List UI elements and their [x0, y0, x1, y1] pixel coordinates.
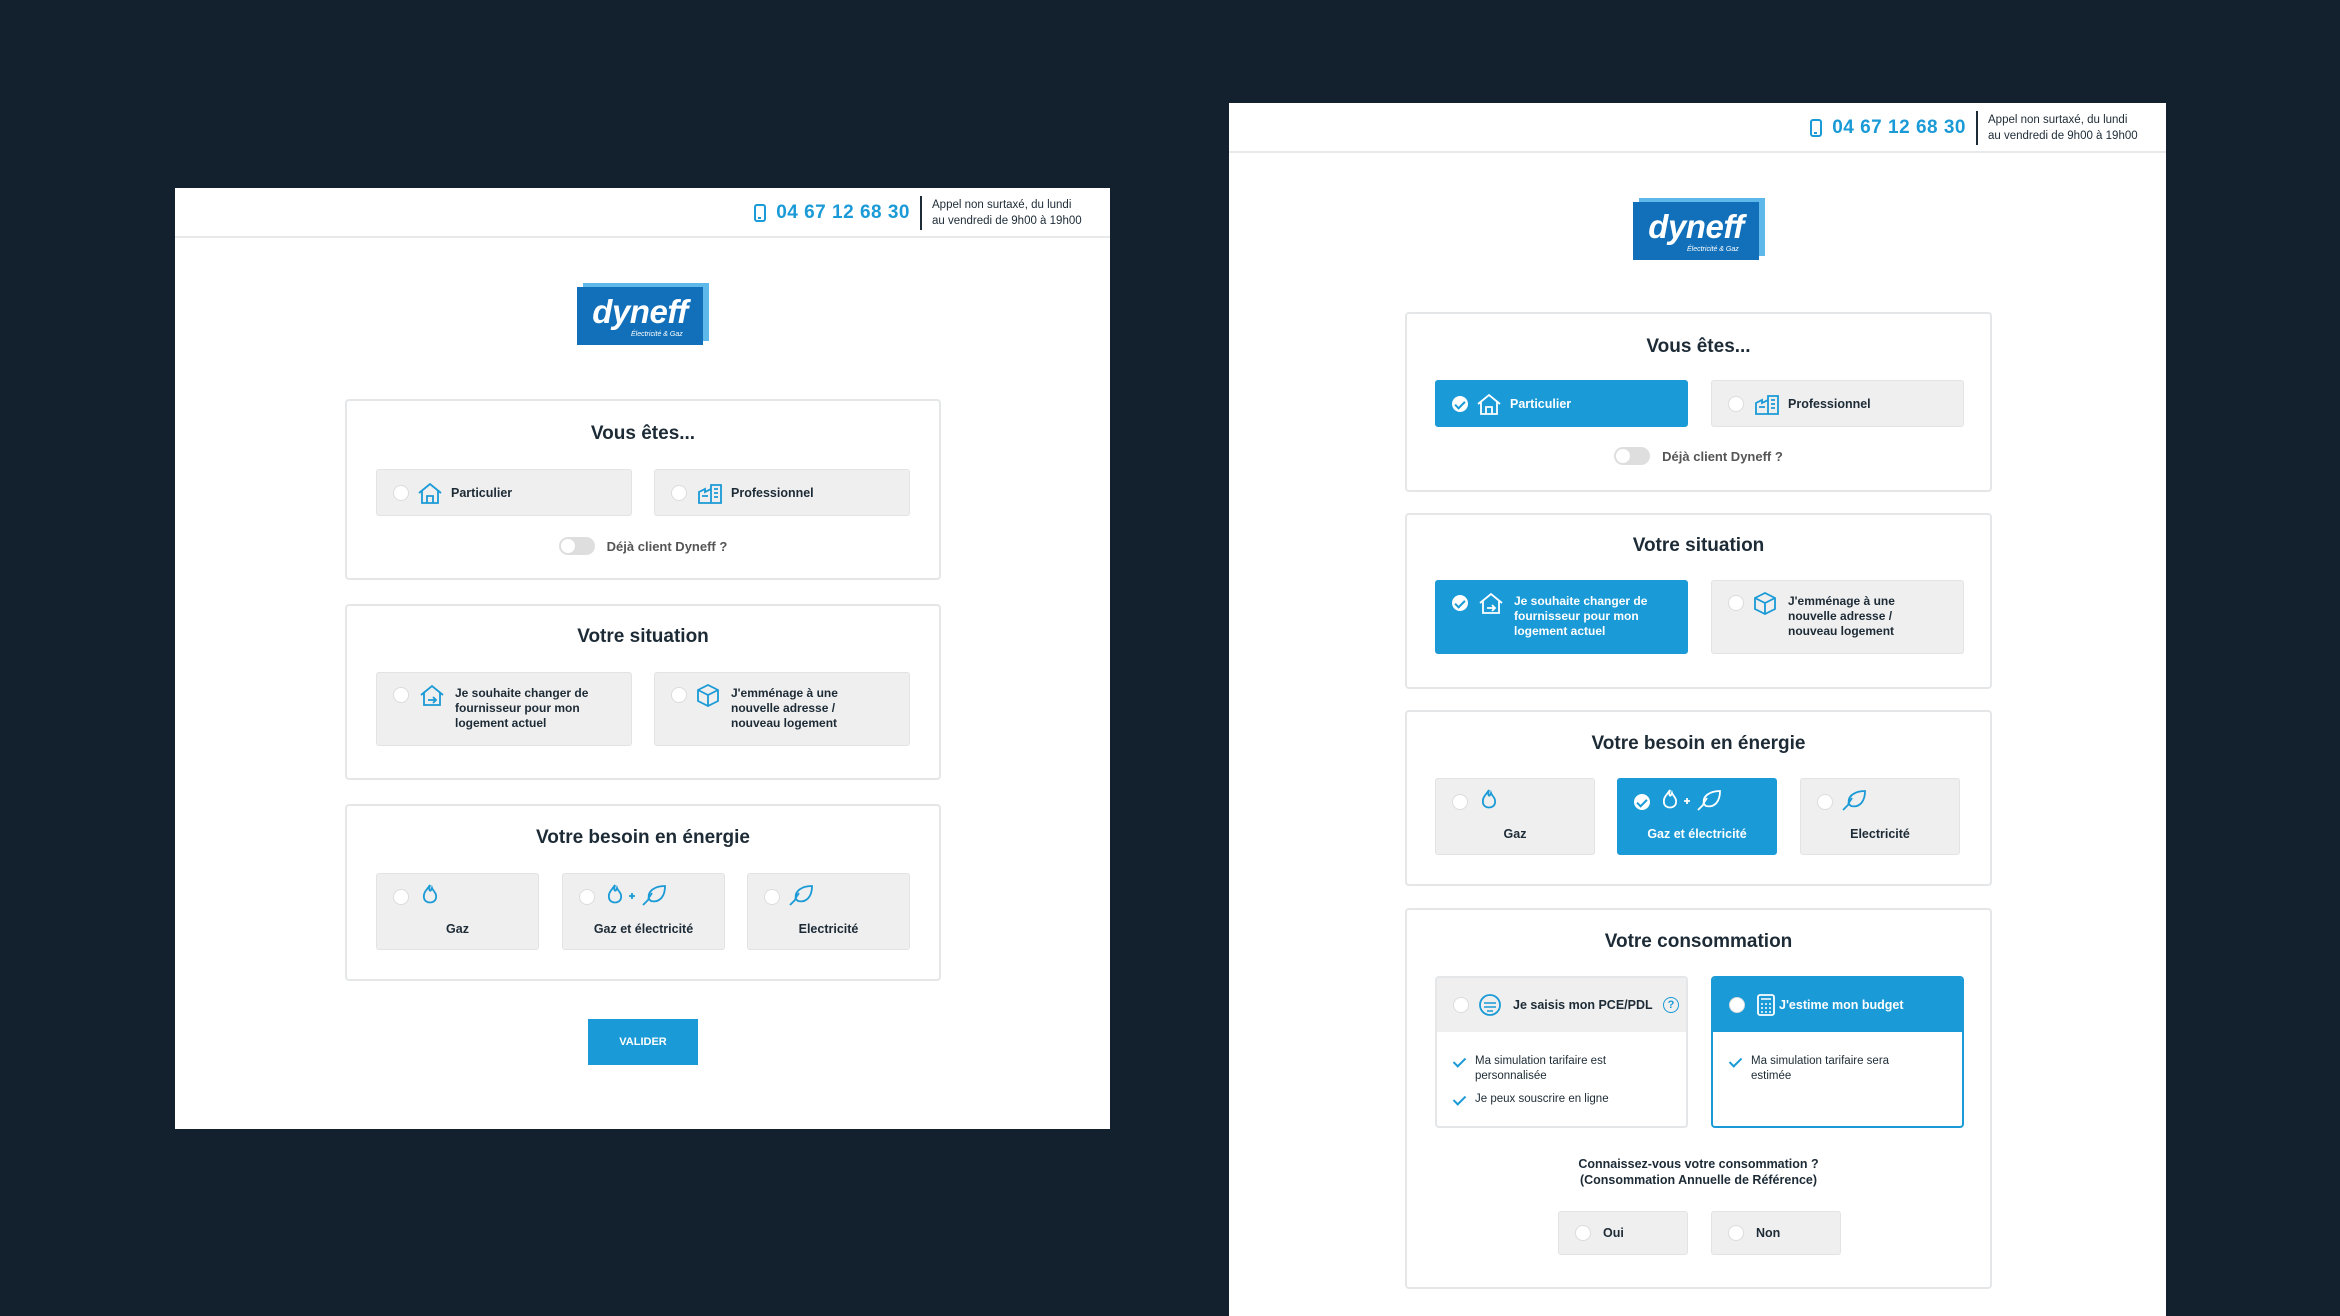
option-label: Professionnel	[1788, 397, 1871, 411]
option-label-line: Je souhaite changer de	[1514, 594, 1648, 608]
flame-icon	[417, 883, 443, 907]
card-title: Vous êtes...	[590, 423, 696, 444]
option-electricite[interactable]	[747, 873, 910, 950]
answer-oui[interactable]	[1558, 1211, 1688, 1255]
radio-button[interactable]	[1453, 997, 1469, 1013]
consumption-question	[1407, 1156, 1990, 1188]
question-line: (Consommation Annuelle de Référence)	[1579, 1173, 1818, 1187]
option-changer-fournisseur[interactable]	[1435, 580, 1688, 654]
form-screen-initial	[175, 188, 1110, 1129]
call-hours-line-2: au vendredi de 9h00 à 19h00	[1988, 130, 2138, 142]
toggle-label: Déjà client Dyneff ?	[606, 538, 728, 554]
check-icon[interactable]	[1729, 997, 1745, 1013]
option-changer-fournisseur[interactable]	[376, 672, 632, 746]
flame-icon	[1476, 788, 1502, 812]
card-besoin-energie	[345, 804, 941, 981]
option-emmenage[interactable]	[1711, 580, 1964, 654]
radio-button[interactable]	[579, 889, 595, 905]
radio-button[interactable]	[1728, 1225, 1744, 1241]
check-icon[interactable]	[1452, 396, 1468, 412]
option-label-line: fournisseur pour mon	[1514, 609, 1639, 623]
radio-button[interactable]	[393, 889, 409, 905]
option-label: J'estime mon budget	[1779, 998, 1904, 1012]
radio-button[interactable]	[1575, 1225, 1591, 1241]
phone-icon	[1810, 119, 1822, 137]
check-icon[interactable]	[1634, 794, 1650, 810]
check-icon	[1453, 1092, 1466, 1105]
divider	[920, 196, 922, 230]
option-estimer-budget[interactable]	[1711, 976, 1964, 1128]
moving-house-icon	[419, 683, 445, 707]
option-label-line: nouvelle adresse /	[1788, 609, 1893, 623]
question-line: Connaissez-vous votre consommation ?	[1578, 1157, 1819, 1171]
logo-wordmark: dyneff	[1648, 208, 1744, 245]
option-label-line: logement actuel	[455, 716, 547, 730]
building-icon	[1754, 392, 1780, 416]
card-besoin-energie	[1405, 710, 1992, 886]
radio-button[interactable]	[1452, 794, 1468, 810]
form-screen-filled	[1229, 103, 2166, 1316]
benefit-line: personnalisée	[1475, 1070, 1547, 1082]
option-label-line: J'emménage à une	[731, 686, 838, 700]
existing-client-toggle[interactable]	[559, 537, 595, 555]
benefit-line: Je peux souscrire en ligne	[1475, 1093, 1609, 1105]
answer-non[interactable]	[1711, 1211, 1841, 1255]
existing-client-toggle-row	[347, 537, 939, 555]
option-emmenage[interactable]	[654, 672, 910, 746]
option-label-line: J'emménage à une	[1788, 594, 1895, 608]
benefit-line: Ma simulation tarifaire est	[1475, 1055, 1607, 1067]
phone-number[interactable]: 04 67 12 68 30	[776, 202, 910, 223]
dyneff-logo	[1633, 202, 1763, 262]
option-label: Particulier	[1510, 397, 1572, 411]
logo-block	[1633, 202, 1759, 260]
benefit-line: estimée	[1751, 1070, 1792, 1082]
building-icon	[697, 481, 723, 505]
call-hours-line-1: Appel non surtaxé, du lundi	[932, 199, 1072, 211]
logo-tagline: Électricité & Gaz	[1687, 246, 1739, 253]
card-title: Vous êtes...	[1646, 336, 1751, 357]
radio-button[interactable]	[764, 889, 780, 905]
call-hours-line-2: au vendredi de 9h00 à 19h00	[932, 215, 1082, 227]
radio-button[interactable]	[671, 485, 687, 501]
top-bar	[175, 188, 1110, 238]
card-title: Votre besoin en énergie	[1591, 733, 1806, 754]
house-icon	[1476, 392, 1502, 416]
gas-plus-electricity-icon	[1658, 788, 1726, 814]
radio-button[interactable]	[1728, 396, 1744, 412]
benefit-text	[1751, 1054, 1889, 1084]
dyneff-logo	[577, 287, 707, 347]
phone-contact	[754, 194, 1092, 232]
phone-number[interactable]: 04 67 12 68 30	[1832, 117, 1966, 138]
radio-button[interactable]	[393, 485, 409, 501]
meter-icon	[1477, 993, 1503, 1017]
option-particulier[interactable]	[376, 469, 632, 516]
option-label-line: nouveau logement	[1788, 624, 1895, 638]
option-professionnel[interactable]	[654, 469, 910, 516]
card-situation	[1405, 513, 1992, 689]
gas-plus-electricity-icon	[603, 883, 671, 909]
option-label: Gaz	[446, 922, 469, 936]
option-particulier[interactable]	[1435, 380, 1688, 427]
calculator-icon	[1753, 993, 1779, 1017]
phone-contact	[1810, 109, 2148, 147]
toggle-label: Déjà client Dyneff ?	[1662, 448, 1783, 464]
card-title: Votre consommation	[1604, 931, 1793, 952]
box-icon	[1752, 591, 1778, 615]
option-label-line: Je souhaite changer de	[455, 686, 589, 700]
logo-wordmark: dyneff	[592, 293, 688, 330]
benefit-text	[1475, 1092, 1609, 1107]
phone-icon	[754, 204, 766, 222]
card-vous-etes	[345, 399, 941, 580]
option-pce-pdl[interactable]	[1435, 976, 1688, 1128]
option-label-line: fournisseur pour mon	[455, 701, 580, 715]
existing-client-toggle-row	[1407, 447, 1990, 465]
option-label: Gaz et électricité	[593, 922, 694, 936]
option-label	[731, 686, 838, 731]
box-icon	[695, 683, 721, 707]
option-label: Non	[1756, 1226, 1781, 1240]
check-icon	[1453, 1054, 1466, 1067]
card-consommation	[1405, 908, 1992, 1289]
card-title: Votre situation	[1632, 535, 1765, 556]
moving-house-icon	[1478, 591, 1504, 615]
option-label: Electricité	[798, 922, 859, 936]
card-vous-etes	[1405, 312, 1992, 492]
help-icon[interactable]: ?	[1663, 997, 1679, 1013]
option-gaz-electricite[interactable]	[1617, 778, 1777, 855]
house-icon	[417, 481, 443, 505]
top-bar	[1229, 103, 2166, 153]
option-gaz[interactable]	[1435, 778, 1595, 855]
option-label: Gaz	[1503, 827, 1527, 841]
option-label-line: nouvelle adresse /	[731, 701, 836, 715]
option-label-line: nouveau logement	[731, 716, 838, 730]
plug-leaf-icon	[788, 883, 814, 907]
option-header	[1437, 978, 1686, 1032]
logo-block	[577, 287, 703, 345]
option-electricite[interactable]	[1800, 778, 1960, 855]
option-label: Oui	[1603, 1226, 1624, 1240]
option-gaz[interactable]	[376, 873, 539, 950]
valider-button[interactable]: VALIDER	[588, 1019, 698, 1065]
divider	[1976, 111, 1978, 145]
existing-client-toggle[interactable]	[1614, 447, 1650, 465]
check-icon[interactable]	[1452, 595, 1468, 611]
check-icon	[1729, 1054, 1742, 1067]
option-label: Electricité	[1850, 827, 1910, 841]
call-hours	[1988, 112, 2148, 144]
option-label	[1788, 594, 1895, 639]
card-title: Votre besoin en énergie	[536, 827, 750, 848]
benefit-line: Ma simulation tarifaire sera	[1751, 1055, 1890, 1067]
option-label-line: logement actuel	[1514, 624, 1606, 638]
option-header	[1713, 978, 1962, 1032]
logo-tagline: Électricité & Gaz	[631, 331, 683, 338]
plug-leaf-icon	[1841, 788, 1867, 812]
option-label: Professionnel	[731, 486, 814, 500]
option-label	[1514, 594, 1647, 639]
option-label: Je saisis mon PCE/PDL	[1513, 998, 1653, 1012]
option-label: Gaz et électricité	[1647, 827, 1747, 841]
card-title: Votre situation	[577, 626, 709, 647]
radio-button[interactable]	[1728, 595, 1744, 611]
radio-button[interactable]	[393, 687, 409, 703]
option-professionnel[interactable]	[1711, 380, 1964, 427]
call-hours	[932, 197, 1092, 229]
option-gaz-electricite[interactable]	[562, 873, 725, 950]
radio-button[interactable]	[671, 687, 687, 703]
card-situation	[345, 604, 941, 780]
option-label: Particulier	[451, 486, 513, 500]
call-hours-line-1: Appel non surtaxé, du lundi	[1988, 114, 2128, 126]
radio-button[interactable]	[1817, 794, 1833, 810]
option-label	[455, 686, 588, 731]
benefit-text	[1475, 1054, 1606, 1084]
